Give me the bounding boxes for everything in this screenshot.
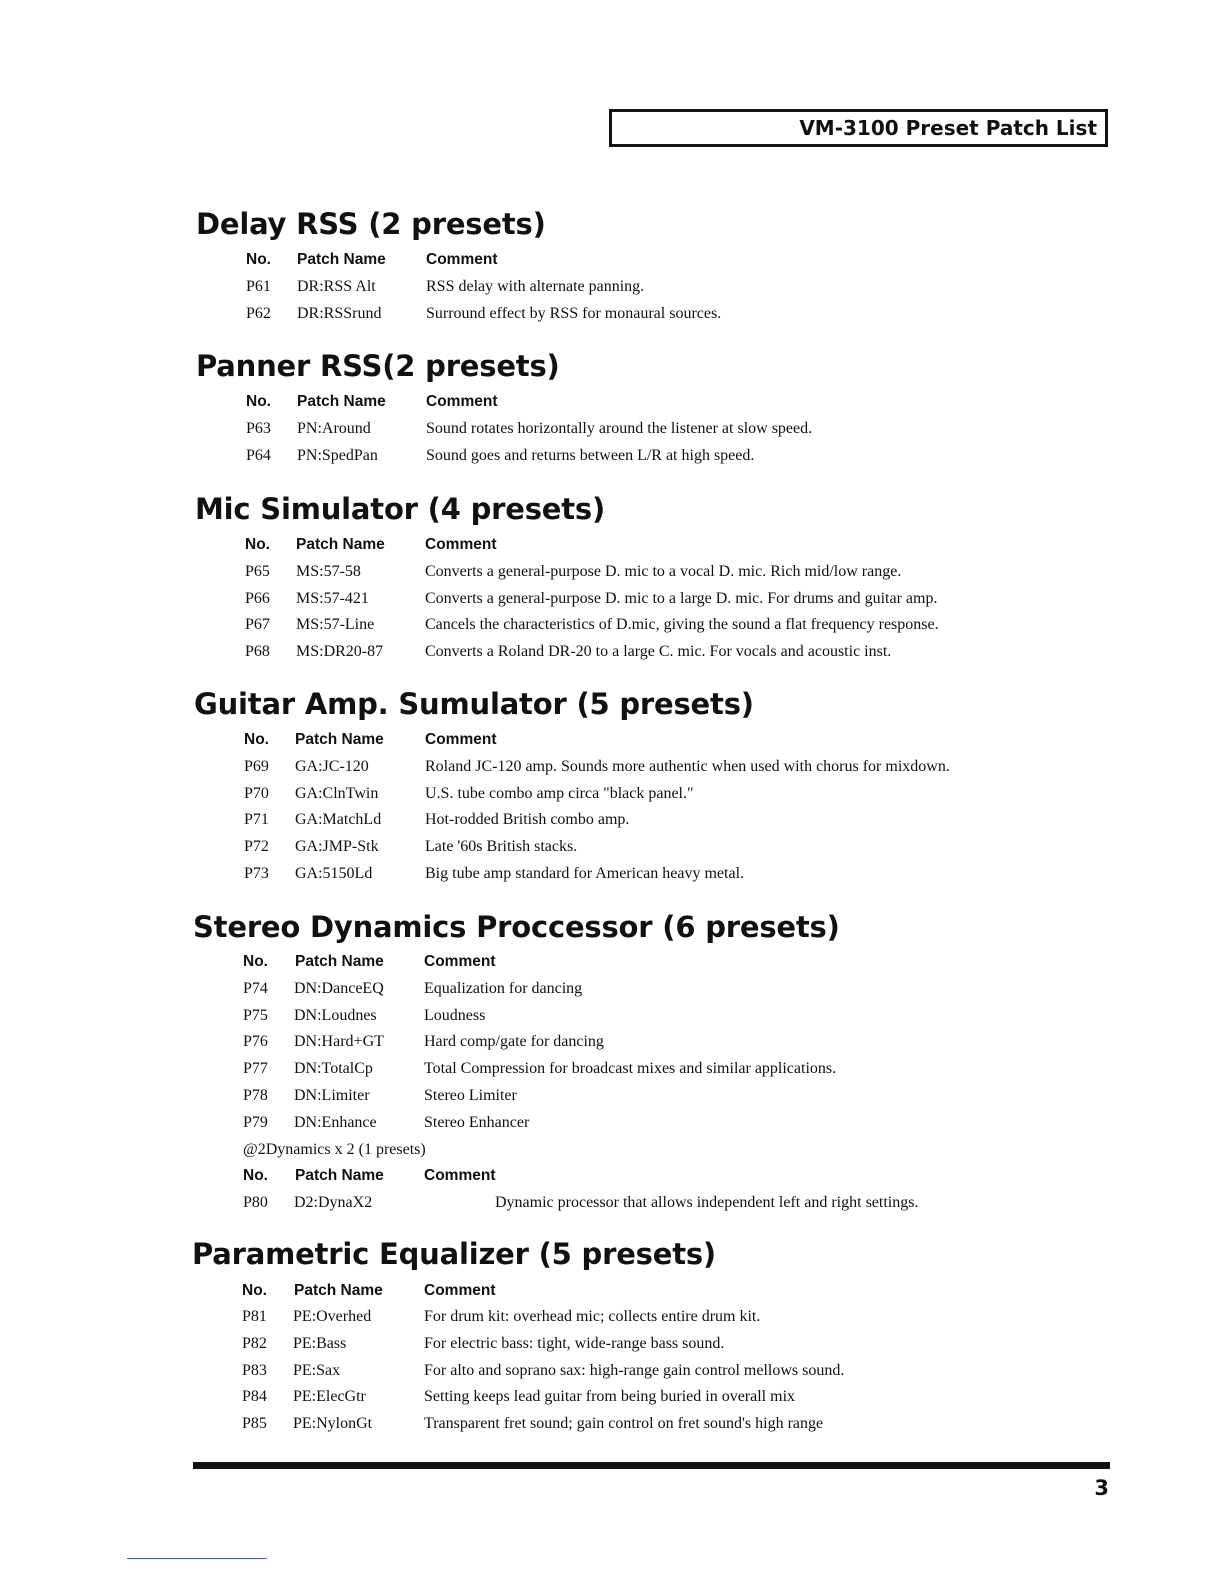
patch-comment: Roland JC-120 amp. Sounds more authentic when used with chorus for mixdown. — [425, 758, 950, 775]
patch-no: P75 — [243, 1007, 268, 1024]
patch-name: PE:NylonGt — [293, 1415, 373, 1432]
page-header-box — [609, 109, 1108, 147]
footnote-separator — [127, 1558, 267, 1559]
section-title-guitar-amp-simulator: Guitar Amp. Sumulator (5 presets) — [194, 687, 754, 721]
column-patch-name: Patch Name — [295, 953, 384, 970]
page-header-title: VM-3100 Preset Patch List — [799, 116, 1097, 140]
patch-name: PE:Sax — [293, 1362, 341, 1379]
patch-name: DN:DanceEQ — [294, 980, 384, 997]
patch-no: P80 — [243, 1194, 268, 1211]
patch-no: P64 — [246, 447, 271, 464]
patch-comment: For electric bass: tight, wide-range bass sound. — [424, 1335, 725, 1352]
patch-no: P63 — [246, 420, 271, 437]
column-patch-name: Patch Name — [297, 393, 386, 410]
patch-name: DN:Limiter — [294, 1087, 370, 1104]
patch-comment: Late '60s British stacks. — [425, 838, 578, 855]
column-no: No. — [244, 731, 269, 748]
column-comment: Comment — [426, 251, 498, 268]
section-title-panner-rss: Panner RSS(2 presets) — [196, 349, 560, 383]
patch-name: PN:SpedPan — [297, 447, 378, 464]
patch-name: PE:ElecGtr — [293, 1388, 366, 1405]
patch-name: GA:MatchLd — [295, 811, 382, 828]
patch-comment: Hot-rodded British combo amp. — [425, 811, 630, 828]
patch-name: MS:DR20-87 — [296, 643, 384, 660]
patch-no: P73 — [244, 865, 269, 882]
patch-name: MS:57-Line — [296, 616, 375, 633]
patch-comment: Cancels the characteristics of D.mic, giving the sound a flat frequency response. — [425, 616, 939, 633]
column-patch-name: Patch Name — [294, 1282, 383, 1299]
page-number: 3 — [1094, 1476, 1109, 1500]
column-no: No. — [243, 1167, 268, 1184]
patch-name: DN:Hard+GT — [294, 1033, 384, 1050]
patch-no: P78 — [243, 1087, 268, 1104]
patch-comment: Converts a general-purpose D. mic to a vocal D. mic. Rich mid/low range. — [425, 563, 902, 580]
patch-no: P84 — [242, 1388, 267, 1405]
patch-comment: RSS delay with alternate panning. — [426, 278, 645, 295]
patch-name: D2:DynaX2 — [294, 1194, 373, 1211]
footer-rule — [193, 1462, 1110, 1469]
column-comment: Comment — [425, 536, 497, 553]
patch-comment: Stereo Enhancer — [424, 1114, 530, 1131]
patch-no: P79 — [243, 1114, 268, 1131]
column-comment: Comment — [426, 393, 498, 410]
patch-comment: Converts a Roland DR-20 to a large C. mic. For vocals and acoustic inst. — [425, 643, 892, 660]
column-patch-name: Patch Name — [295, 731, 384, 748]
patch-comment: U.S. tube combo amp circa "black panel." — [425, 785, 694, 802]
patch-comment: Hard comp/gate for dancing — [424, 1033, 604, 1050]
section-title-mic-simulator: Mic Simulator (4 presets) — [195, 492, 606, 526]
patch-no: P71 — [244, 811, 269, 828]
patch-comment: Total Compression for broadcast mixes and similar applications. — [424, 1060, 837, 1077]
patch-comment: Loudness — [424, 1007, 486, 1024]
patch-comment: For alto and soprano sax: high-range gain control mellows sound. — [424, 1362, 845, 1379]
patch-name: DN:TotalCp — [294, 1060, 373, 1077]
subsection-note: @2Dynamics x 2 (1 presets) — [243, 1141, 426, 1158]
patch-no: P74 — [243, 980, 268, 997]
patch-no: P85 — [242, 1415, 267, 1432]
column-no: No. — [246, 393, 271, 410]
patch-name: DR:RSSrund — [297, 305, 382, 322]
patch-no: P70 — [244, 785, 269, 802]
patch-name: PE:Bass — [293, 1335, 347, 1352]
patch-comment: Sound rotates horizontally around the listener at slow speed. — [426, 420, 813, 437]
patch-no: P68 — [245, 643, 270, 660]
patch-name: GA:5150Ld — [295, 865, 373, 882]
patch-no: P76 — [243, 1033, 268, 1050]
section-title-delay-rss: Delay RSS (2 presets) — [196, 207, 546, 241]
patch-comment: For drum kit: overhead mic; collects entire drum kit. — [424, 1308, 761, 1325]
patch-comment: Big tube amp standard for American heavy metal. — [425, 865, 745, 882]
column-comment: Comment — [424, 1167, 496, 1184]
patch-no: P67 — [245, 616, 270, 633]
column-patch-name: Patch Name — [296, 536, 385, 553]
patch-name: DN:Loudnes — [294, 1007, 377, 1024]
column-patch-name: Patch Name — [297, 251, 386, 268]
column-no: No. — [245, 536, 270, 553]
patch-no: P83 — [242, 1362, 267, 1379]
patch-comment: Setting keeps lead guitar from being buried in overall mix — [424, 1388, 796, 1405]
patch-name: MS:57-58 — [296, 563, 361, 580]
column-comment: Comment — [424, 1282, 496, 1299]
patch-no: P69 — [244, 758, 269, 775]
section-title-parametric-eq: Parametric Equalizer (5 presets) — [192, 1237, 716, 1271]
patch-comment: Stereo Limiter — [424, 1087, 517, 1104]
patch-comment: Sound goes and returns between L/R at high speed. — [426, 447, 755, 464]
patch-no: P77 — [243, 1060, 268, 1077]
patch-no: P81 — [242, 1308, 267, 1325]
patch-name: GA:JC-120 — [295, 758, 369, 775]
column-no: No. — [243, 953, 268, 970]
column-comment: Comment — [425, 731, 497, 748]
patch-no: P66 — [245, 590, 270, 607]
patch-no: P72 — [244, 838, 269, 855]
patch-name: PE:Overhed — [293, 1308, 372, 1325]
column-patch-name: Patch Name — [295, 1167, 384, 1184]
section-title-stereo-dynamics: Stereo Dynamics Proccessor (6 presets) — [193, 910, 840, 944]
patch-name: GA:JMP-Stk — [295, 838, 379, 855]
patch-name: MS:57-421 — [296, 590, 369, 607]
patch-comment: Converts a general-purpose D. mic to a large D. mic. For drums and guitar amp. — [425, 590, 938, 607]
column-no: No. — [242, 1282, 267, 1299]
column-comment: Comment — [424, 953, 496, 970]
patch-comment: Surround effect by RSS for monaural sources. — [426, 305, 722, 322]
patch-name: PN:Around — [297, 420, 371, 437]
patch-no: P82 — [242, 1335, 267, 1352]
patch-no: P65 — [245, 563, 270, 580]
patch-no: P61 — [246, 278, 271, 295]
patch-comment: Transparent fret sound; gain control on fret sound's high range — [424, 1415, 824, 1432]
patch-name: DR:RSS Alt — [297, 278, 376, 295]
patch-name: GA:ClnTwin — [295, 785, 379, 802]
patch-comment: Dynamic processor that allows independent left and right settings. — [495, 1194, 919, 1211]
patch-comment: Equalization for dancing — [424, 980, 583, 997]
patch-no: P62 — [246, 305, 271, 322]
column-no: No. — [246, 251, 271, 268]
patch-name: DN:Enhance — [294, 1114, 377, 1131]
